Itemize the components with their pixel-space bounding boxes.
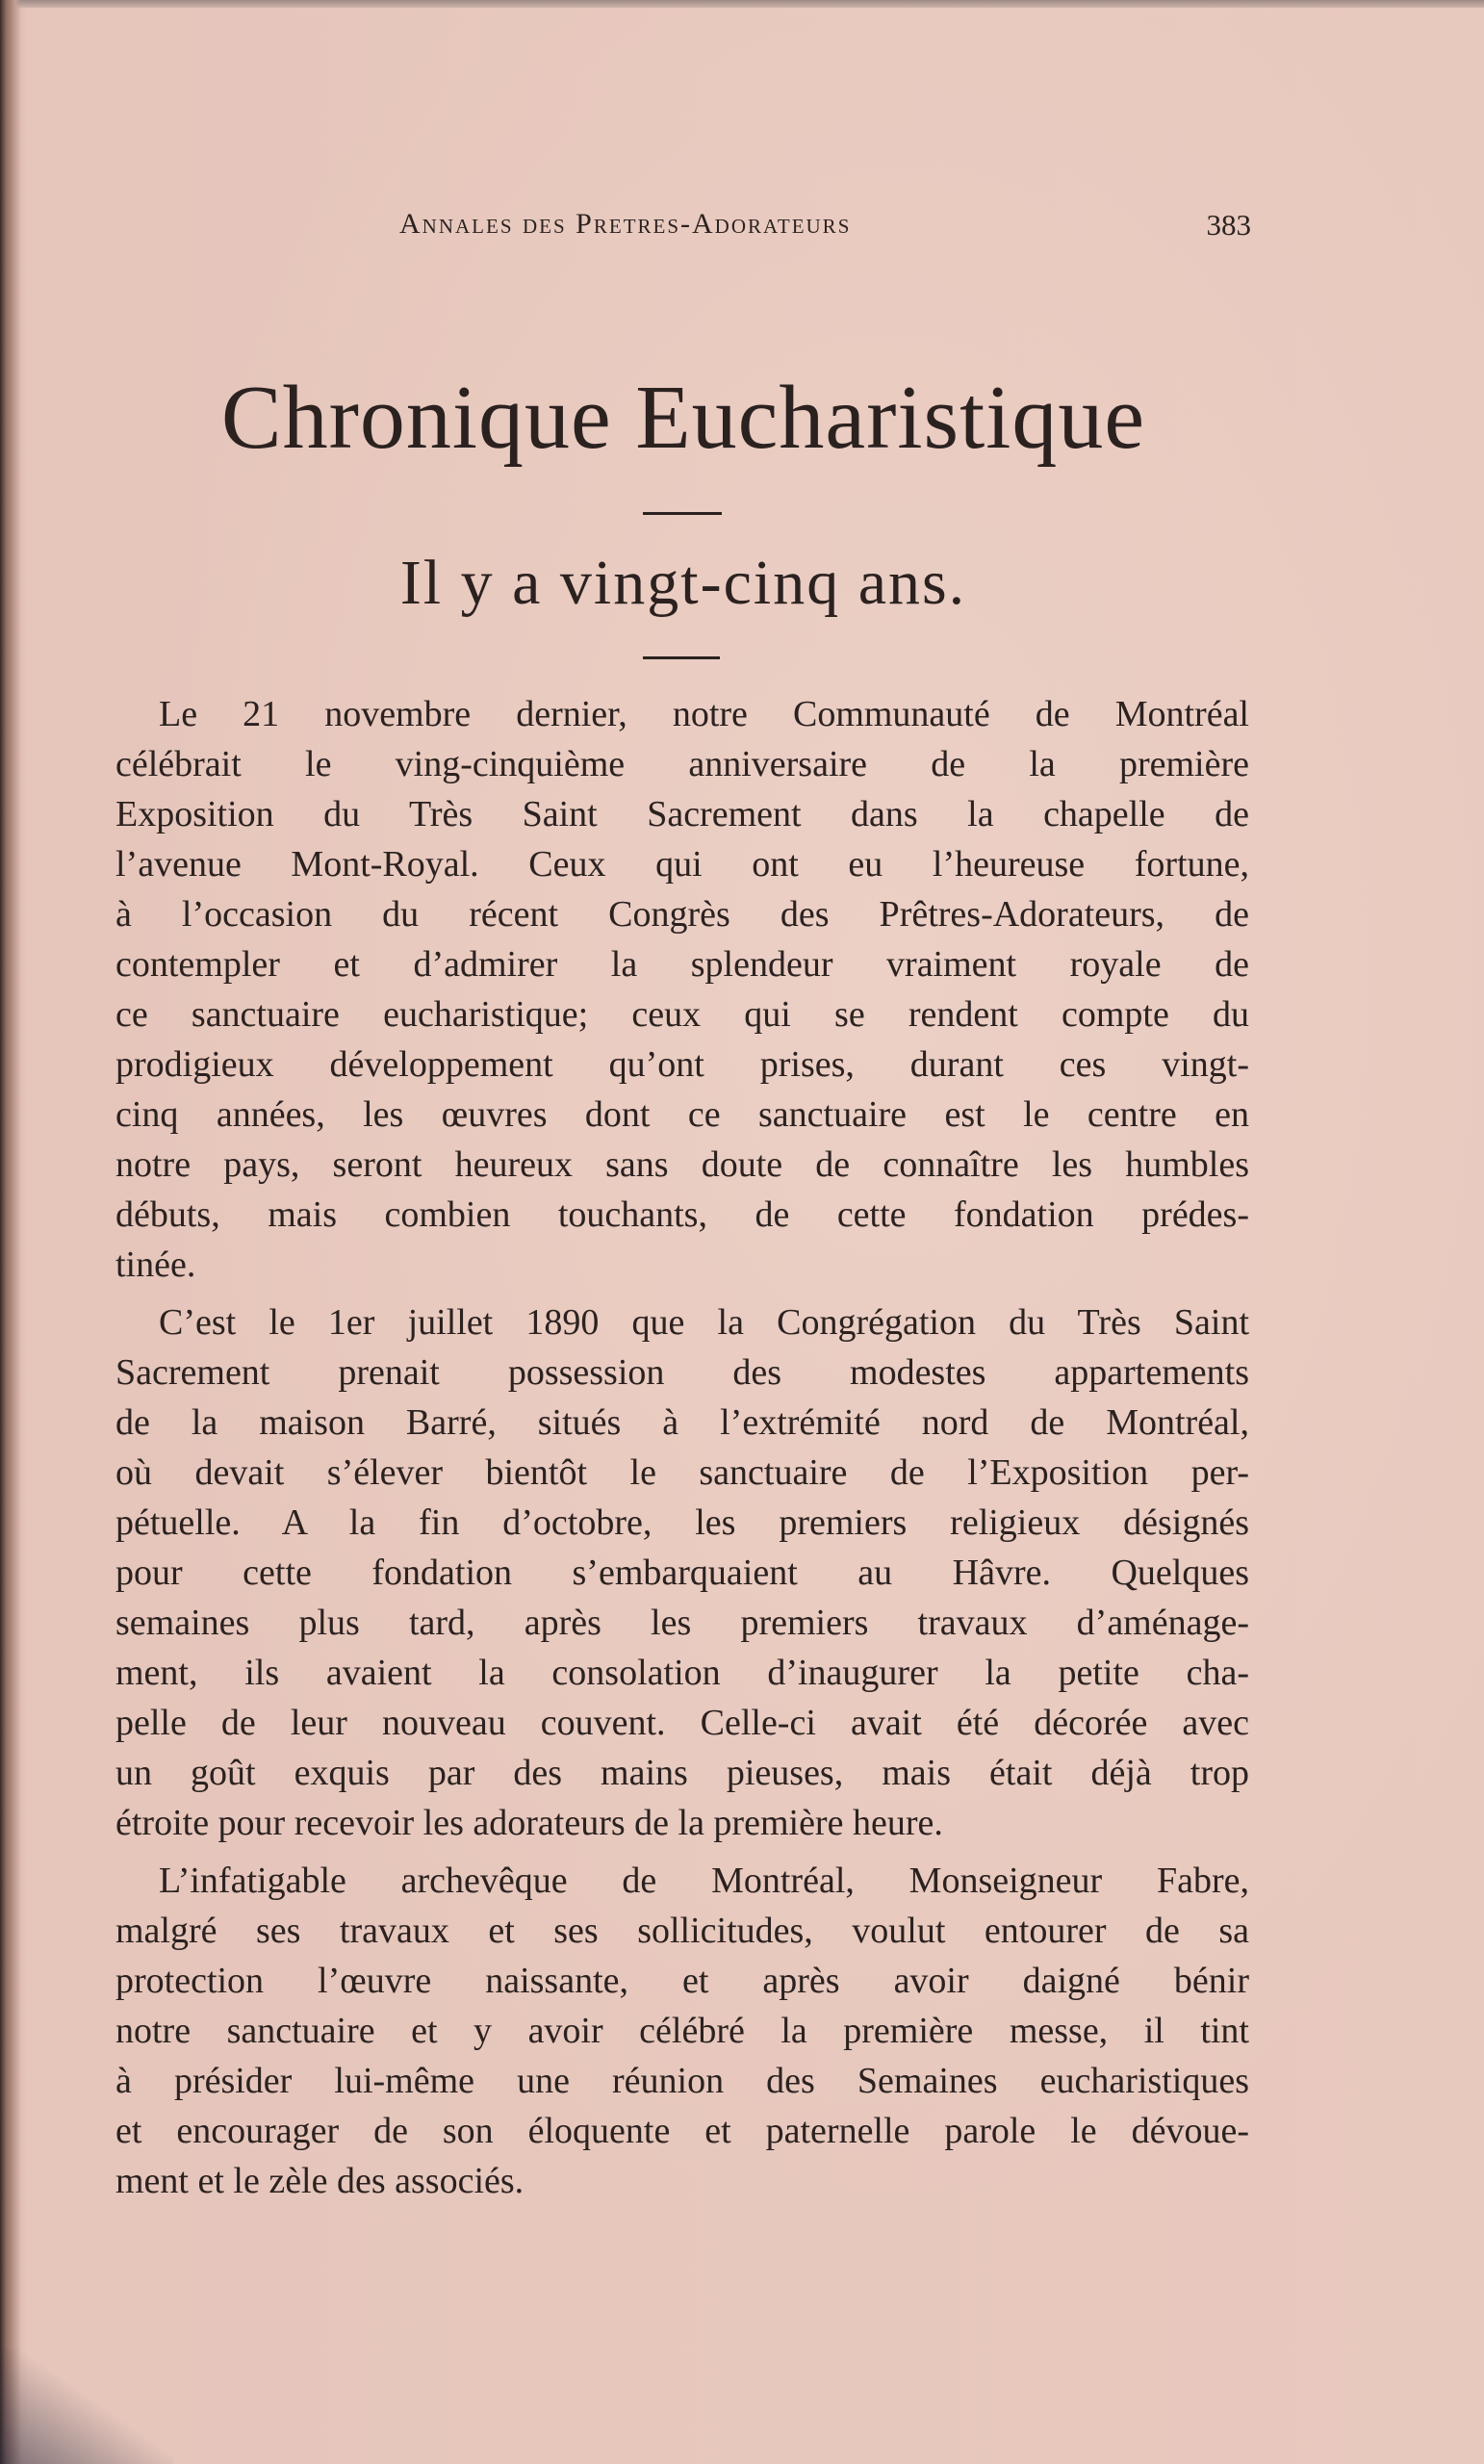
text-line: malgré ses travaux et ses sollicitudes, voulut entourer de sa — [115, 1911, 1249, 1951]
text-line: célébrait le ving-cinquième anniversaire de la première — [115, 744, 1249, 784]
text-line: contempler et d’admirer la splendeur vraiment royale de — [115, 944, 1249, 985]
text-line: à présider lui-même une réunion des Semaines eucharistiques — [115, 2061, 1249, 2101]
text-line: un goût exquis par des mains pieuses, mais était déjà trop — [115, 1753, 1249, 1793]
paragraph — [115, 1856, 1249, 2206]
text-line: l’avenue Mont-Royal. Ceux qui ont eu l’heureuse fortune, — [115, 844, 1249, 885]
text-line: étroite pour recevoir les adorateurs de la première heure. — [115, 1803, 943, 1843]
text-line: Sacrement prenait possession des modestes appartements — [115, 1352, 1249, 1393]
page-gutter — [0, 0, 21, 2464]
text-line: de la maison Barré, situés à l’extrémité nord de Montréal, — [115, 1402, 1249, 1443]
title-divider — [643, 512, 722, 515]
text-line: pelle de leur nouveau couvent. Celle-ci avait été décorée avec — [115, 1703, 1249, 1743]
text-line: et encourager de son éloquente et paternelle parole le dévoue- — [115, 2111, 1249, 2151]
text-line: où devait s’élever bientôt le sanctuaire de l’Exposition per- — [115, 1452, 1249, 1493]
text-line: à l’occasion du récent Congrès des Prêtres-Adorateurs, de — [115, 894, 1249, 935]
running-title: Annales des Pretres-Adorateurs — [399, 208, 852, 240]
paragraph — [115, 689, 1249, 1290]
text-line: pour cette fondation s’embarquaient au Hâvre. Quelques — [115, 1553, 1249, 1593]
text-line: Le 21 novembre dernier, notre Communauté de Montréal — [159, 694, 1249, 734]
text-line: ce sanctuaire eucharistique; ceux qui se rendent compte du — [115, 994, 1249, 1035]
subtitle-divider — [643, 656, 720, 659]
text-line: prodigieux développement qu’ont prises, durant ces vingt- — [115, 1044, 1249, 1085]
text-line: Exposition du Très Saint Sacrement dans la chapelle de — [115, 794, 1249, 834]
article-body — [115, 689, 1249, 2214]
text-line: ment et le zèle des associés. — [115, 2161, 525, 2201]
text-line: L’infatigable archevêque de Montréal, Monseigneur Fabre, — [159, 1861, 1249, 1901]
binding-shadow — [0, 2348, 173, 2464]
paragraph — [115, 1297, 1249, 1848]
text-line: notre sanctuaire et y avoir célébré la première messe, il tint — [115, 2011, 1249, 2051]
text-line: semaines plus tard, après les premiers travaux d’aménage- — [115, 1603, 1249, 1643]
text-line: pétuelle. A la fin d’octobre, les premiers religieux désignés — [115, 1502, 1249, 1543]
article-title: Chronique Eucharistique — [220, 368, 1146, 468]
article-subtitle: Il y a vingt-cinq ans. — [399, 548, 967, 618]
text-line: cinq années, les œuvres dont ce sanctuaire est le centre en — [115, 1094, 1249, 1135]
running-header — [115, 208, 1251, 250]
text-line: débuts, mais combien touchants, de cette fondation prédes- — [115, 1194, 1249, 1235]
text-line: C’est le 1er juillet 1890 que la Congrégation du Très Saint — [159, 1302, 1249, 1343]
text-line: notre pays, seront heureux sans doute de connaître les humbles — [115, 1144, 1249, 1185]
text-line: protection l’œuvre naissante, et après avoir daigné bénir — [115, 1961, 1249, 2001]
top-edge — [0, 0, 1484, 8]
text-line: ment, ils avaient la consolation d’inaugurer la petite cha- — [115, 1653, 1249, 1693]
page-number: 383 — [1206, 208, 1251, 242]
text-line: tinée. — [115, 1245, 196, 1285]
